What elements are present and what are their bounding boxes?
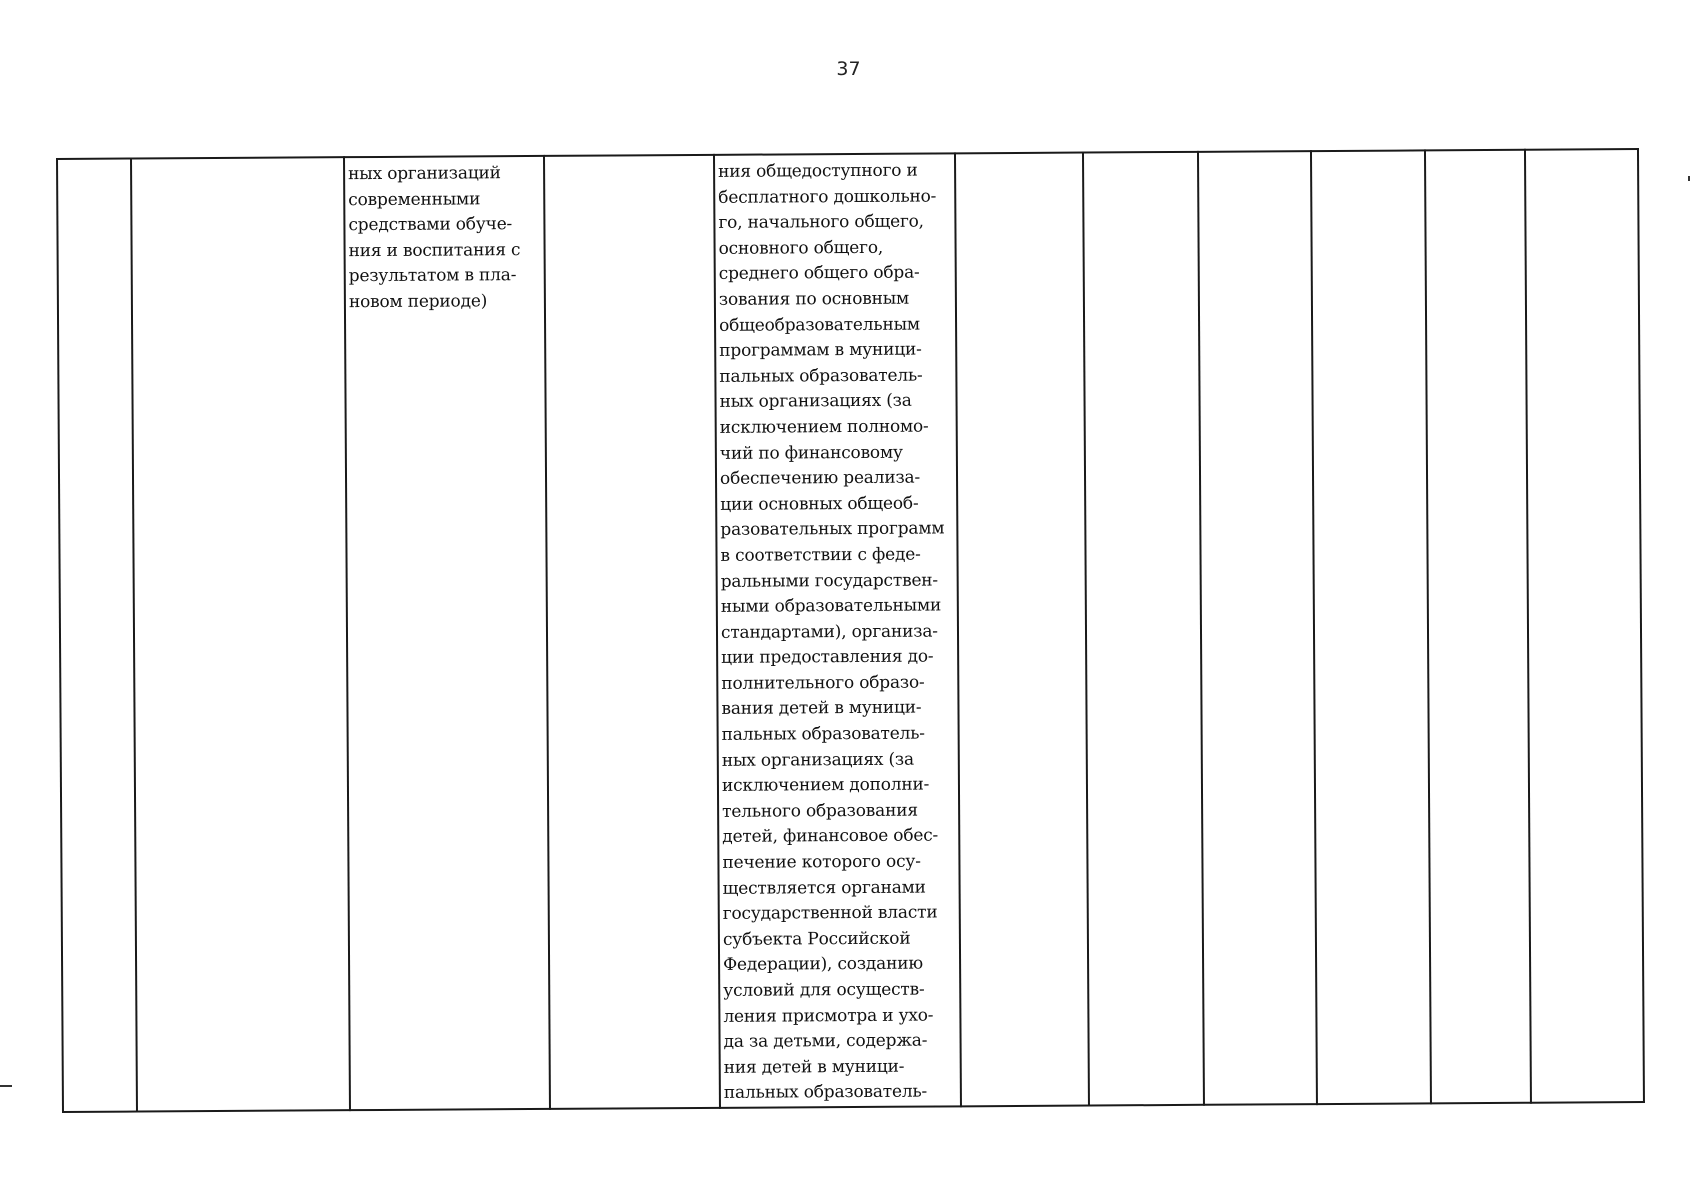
text-line: пальных образователь- — [719, 365, 923, 387]
text-line: вания детей в муници- — [721, 698, 922, 720]
text-line: ных организациях (за — [721, 749, 914, 771]
text-line: го, начального общего, — [718, 211, 924, 234]
text-line: зования по основным — [718, 288, 910, 310]
text-line: субъекта Российской — [722, 928, 911, 950]
text-line: ния детей в муници- — [723, 1056, 905, 1078]
text-line: Федерации), созданию — [723, 953, 923, 976]
page-number: 37 — [836, 58, 861, 80]
text-line: ции предоставления до- — [721, 646, 934, 669]
text-line: печение которого осу- — [722, 851, 921, 873]
text-line: пальных образователь- — [723, 1081, 928, 1104]
text-line: программам в муници- — [719, 339, 922, 361]
text-line: чий по финансовому — [719, 442, 903, 464]
table-row — [57, 149, 1656, 1112]
text-line: исключением дополни- — [721, 774, 930, 797]
text-line: общеобразовательным — [719, 314, 920, 336]
table-cell-col9 — [1311, 150, 1431, 1104]
text-line: разовательных программ — [720, 518, 945, 541]
table-cell-col3 — [344, 156, 550, 1110]
table-cell-col2 — [131, 157, 350, 1111]
table-cell-col11 — [1525, 149, 1644, 1103]
text-line: пальных образователь- — [721, 723, 925, 745]
text-line: обеспечению реализа- — [719, 467, 921, 489]
table-cell-col4 — [544, 155, 720, 1109]
text-line: ния общедоступного и — [718, 160, 918, 182]
col5-text — [718, 158, 957, 1106]
document-table — [56, 148, 1656, 1113]
scan-mark-right — [1688, 176, 1690, 181]
text-line: исключением полномо- — [719, 416, 929, 438]
text-line: ных организациях (за — [719, 390, 912, 413]
table-cell-col6 — [955, 153, 1089, 1107]
text-line: ния и воспитания с — [348, 239, 521, 261]
text-line: результатом в пла- — [348, 265, 517, 287]
text-line: ления присмотра и ухо- — [723, 1005, 934, 1027]
text-line: государственной власти — [722, 902, 938, 925]
table-cell-col10 — [1425, 150, 1531, 1104]
text-line: основного общего, — [718, 237, 884, 259]
text-line: ральными государствен- — [720, 569, 939, 592]
table-cell-col5 — [714, 153, 961, 1107]
text-line: средствами обуче- — [348, 214, 513, 236]
text-line: стандартами), организа- — [720, 621, 938, 643]
text-line: бесплатного дошкольно- — [718, 186, 937, 208]
text-line: ными образовательными — [720, 595, 942, 617]
table-cell-col7 — [1083, 152, 1204, 1106]
table-cell-col8 — [1198, 151, 1317, 1105]
text-line: ществляется органами — [722, 877, 926, 899]
text-line: ции основных общеоб- — [720, 493, 919, 515]
text-line: ных организаций — [348, 163, 501, 185]
text-line: условий для осуществ- — [723, 979, 925, 1001]
scan-mark-left — [0, 1085, 12, 1087]
text-line: тельного образования — [722, 800, 918, 822]
text-line: среднего общего обра- — [718, 262, 920, 285]
table-cell-col1 — [57, 159, 137, 1112]
text-line: новом периоде) — [348, 291, 488, 313]
col3-text — [348, 161, 541, 316]
text-line: современными — [348, 188, 481, 210]
text-line: полнительного образо- — [721, 672, 925, 694]
text-line: в соответствии с феде- — [720, 544, 921, 566]
text-line: детей, финансовое обес- — [722, 825, 939, 848]
text-line: да за детьми, содержа- — [723, 1030, 928, 1053]
